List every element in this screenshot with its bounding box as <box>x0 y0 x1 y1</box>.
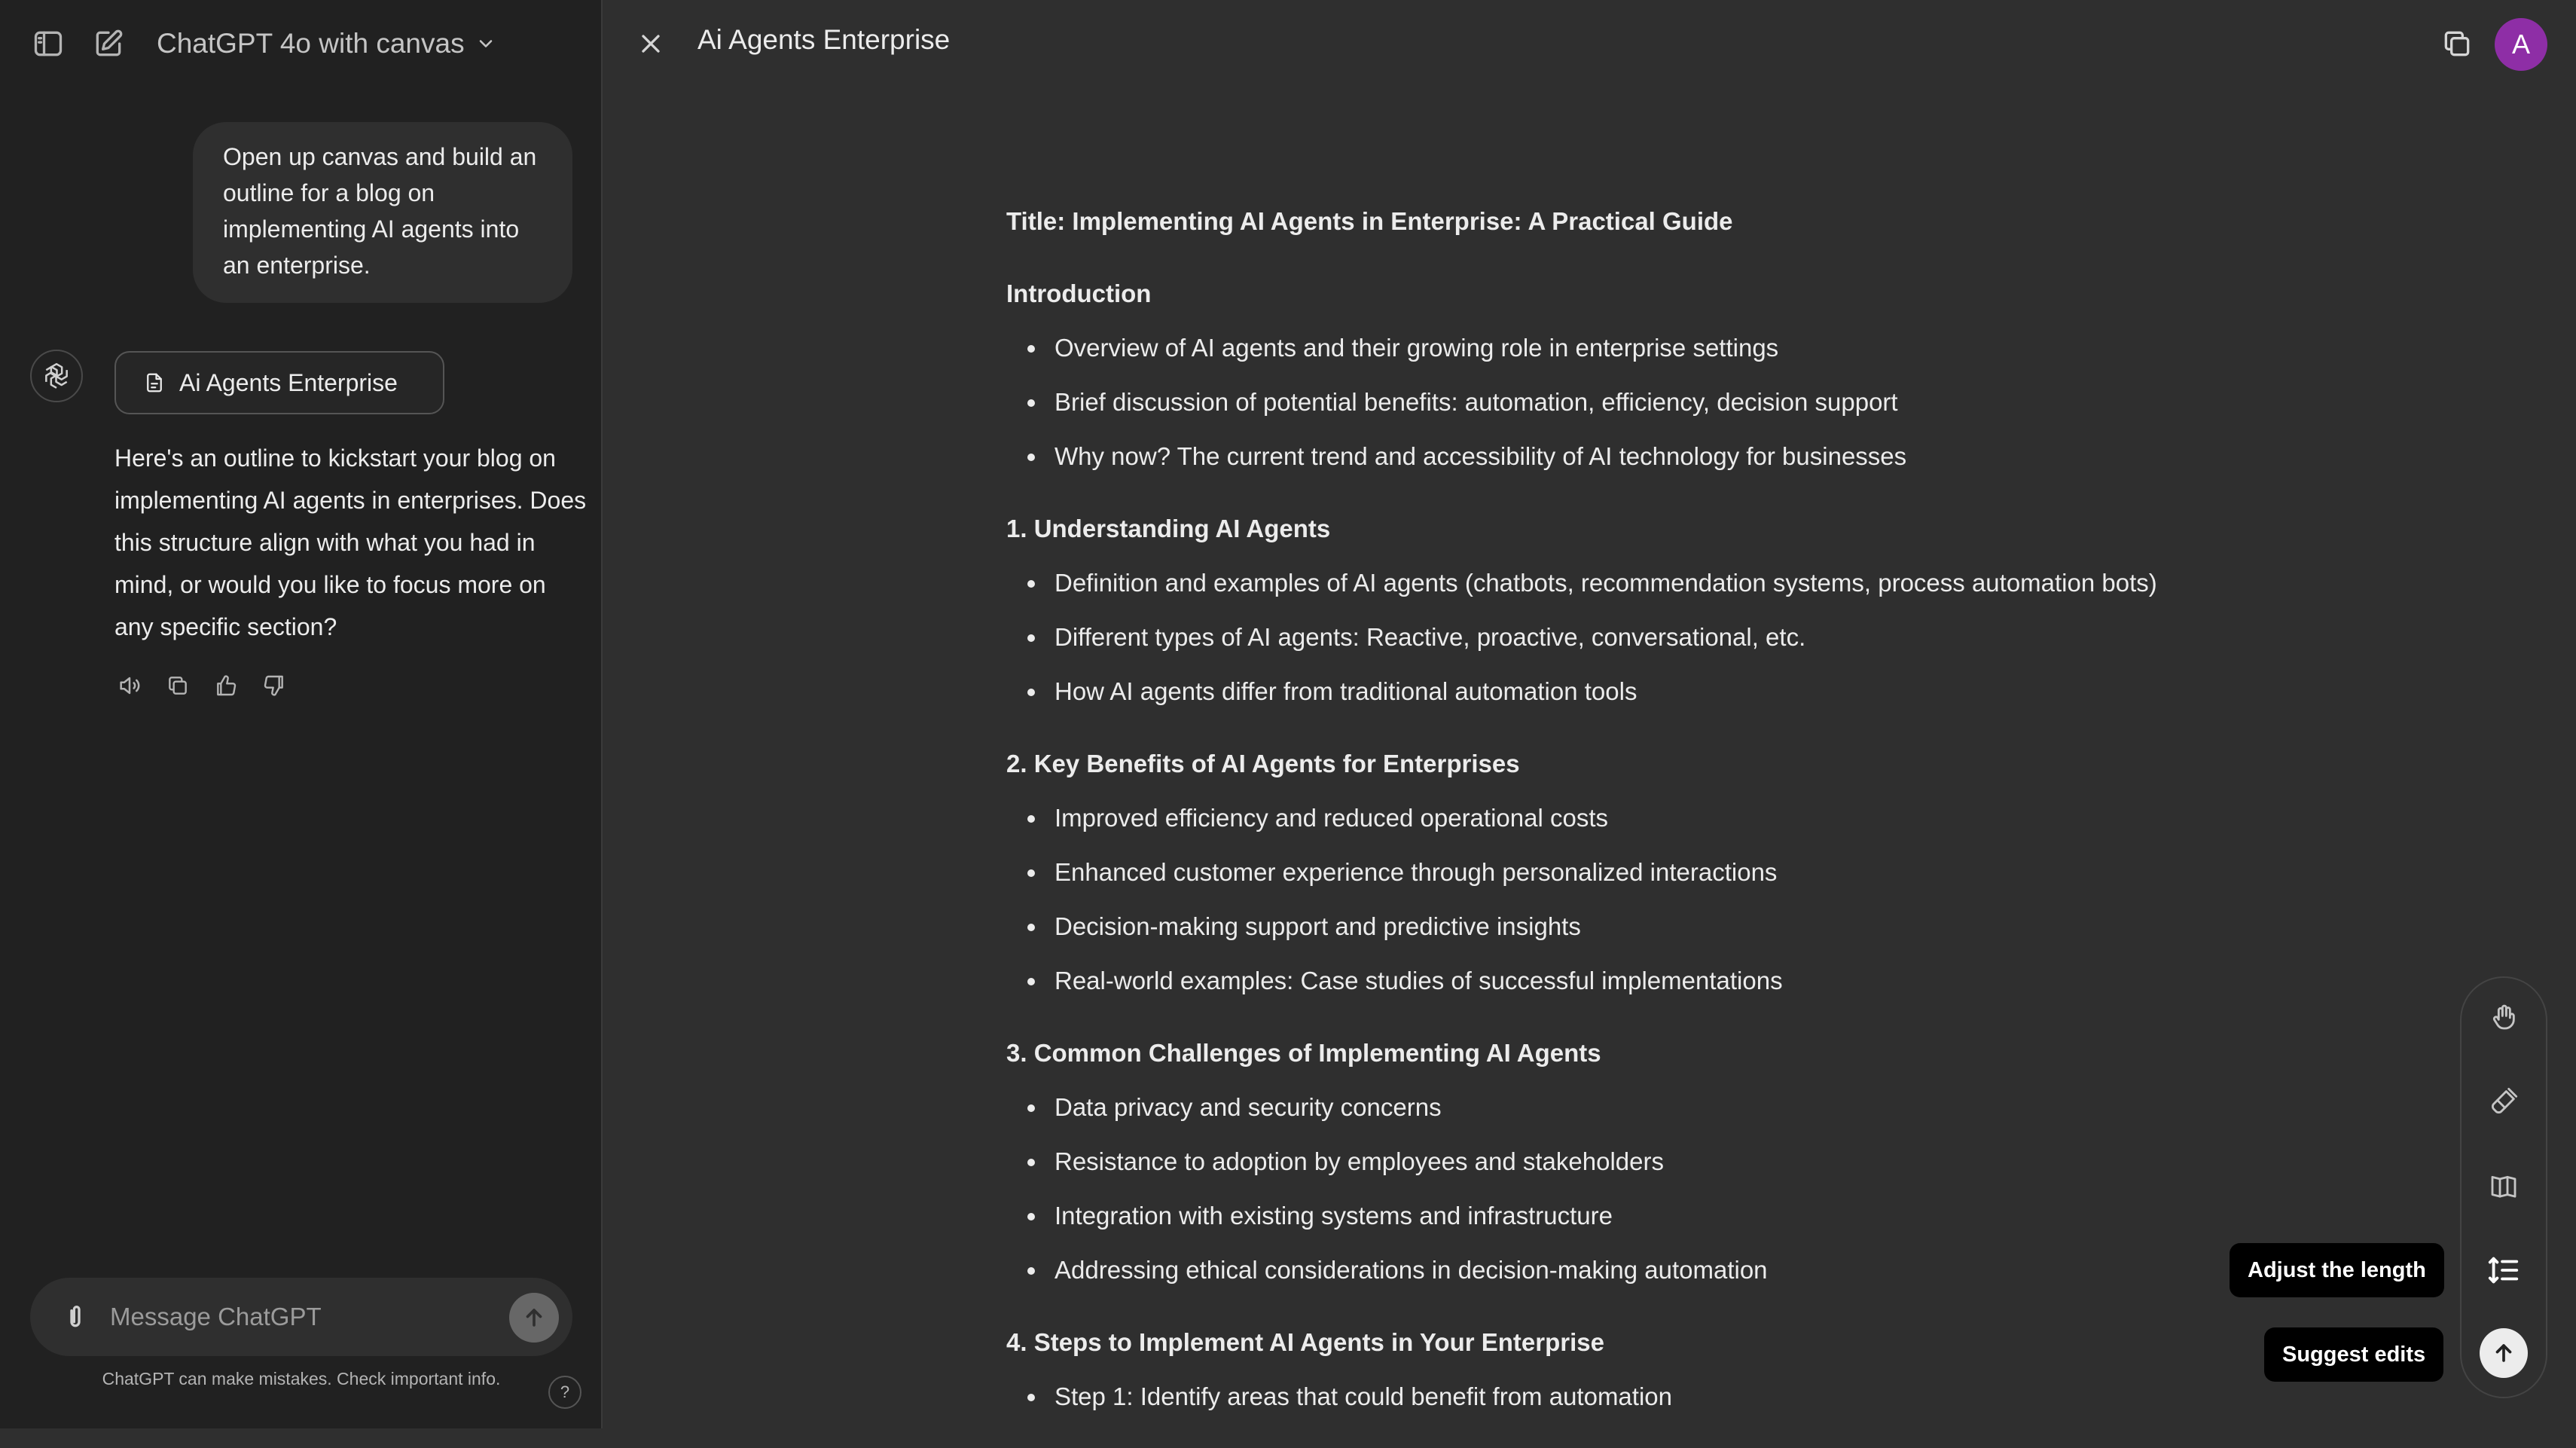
list-item: Different types of AI agents: Reactive, proactive, conversational, etc. <box>1055 616 2287 658</box>
canvas-panel <box>604 0 2576 1428</box>
section-list <box>1006 1376 2287 1418</box>
bad-response-button[interactable] <box>258 669 291 702</box>
adjust-length-tooltip: Adjust the length <box>2230 1243 2444 1297</box>
new-chat-button[interactable] <box>78 14 139 74</box>
chevron-down-icon <box>475 33 496 54</box>
document-icon <box>143 371 166 394</box>
copy-message-button[interactable] <box>161 669 194 702</box>
canvas-shortcuts-toolbar <box>2460 976 2547 1398</box>
close-canvas-button[interactable] <box>621 14 681 74</box>
sidebar-toggle-button[interactable] <box>18 14 78 74</box>
message-input[interactable] <box>108 1293 515 1341</box>
user-message: Open up canvas and build an outline for a blog on implementing AI agents into an enterprise. <box>193 122 572 303</box>
send-arrow-icon <box>521 1305 547 1330</box>
open-canvas-document-button[interactable] <box>114 351 444 414</box>
book-icon <box>2489 1171 2519 1201</box>
disclaimer-text: ChatGPT can make mistakes. Check important info. <box>102 1369 501 1388</box>
list-item: Integration with existing systems and infrastructure <box>1055 1195 2287 1237</box>
list-item: Addressing ethical considerations in decision-making automation <box>1055 1249 2287 1291</box>
attach-button[interactable] <box>56 1297 95 1336</box>
section-heading: 4. Steps to Implement AI Agents in Your Enterprise <box>1006 1328 1604 1356</box>
model-selector[interactable] <box>157 23 496 65</box>
assistant-message: Here's an outline to kickstart your blog on implementing AI agents in enterprises. Does this structure align with what you had in mind, or would you like to focus more on any specific section? <box>114 444 587 640</box>
message-actions <box>113 669 291 702</box>
avatar[interactable]: A <box>2495 18 2547 71</box>
list-item: Enhanced customer experience through personalized interactions <box>1055 851 2287 894</box>
emoji-icon <box>2489 1002 2519 1032</box>
list-item: Decision-making support and predictive insights <box>1055 906 2287 948</box>
adjust-length-button[interactable] <box>2480 1246 2528 1294</box>
canvas-document[interactable] <box>1006 200 2287 1448</box>
list-item: Data privacy and security concerns <box>1055 1086 2287 1129</box>
section-list <box>1006 562 2287 713</box>
read-aloud-button[interactable] <box>113 669 146 702</box>
new-chat-icon <box>92 27 125 60</box>
list-item: Improved efficiency and reduced operational costs <box>1055 797 2287 839</box>
list-item: How AI agents differ from traditional automation tools <box>1055 671 2287 713</box>
thumbs-down-icon <box>262 674 286 698</box>
section-list <box>1006 797 2287 1002</box>
section-list <box>1006 327 2287 478</box>
paperclip-icon <box>60 1302 90 1332</box>
length-icon <box>2486 1253 2521 1288</box>
send-button[interactable] <box>509 1293 559 1343</box>
doc-chip-label: Ai Agents Enterprise <box>179 368 398 396</box>
section-heading: Introduction <box>1006 280 1152 307</box>
model-label: ChatGPT 4o with canvas <box>157 28 465 59</box>
copy-icon <box>2440 27 2474 60</box>
canvas-title: Ai Agents Enterprise <box>697 24 951 55</box>
copy-document-button[interactable] <box>2427 14 2487 74</box>
add-emojis-button[interactable] <box>2480 993 2528 1041</box>
list-item: Real-world examples: Case studies of successful implementations <box>1055 960 2287 1002</box>
list-item: Resistance to adoption by employees and stakeholders <box>1055 1141 2287 1183</box>
section-list <box>1006 1086 2287 1291</box>
good-response-button[interactable] <box>209 669 243 702</box>
chat-header <box>0 0 603 87</box>
message-composer <box>30 1278 572 1356</box>
speaker-icon <box>117 673 142 698</box>
section-heading: 3. Common Challenges of Implementing AI Agents <box>1006 1039 1601 1067</box>
list-item: Definition and examples of AI agents (chatbots, recommendation systems, process automation bots) <box>1055 562 2287 604</box>
list-item: Step 1: Identify areas that could benefit from automation <box>1055 1376 2287 1418</box>
suggest-edits-tooltip: Suggest edits <box>2264 1327 2443 1382</box>
suggest-edits-button[interactable] <box>2480 1329 2528 1377</box>
reading-level-button[interactable] <box>2480 1162 2528 1210</box>
list-item: Overview of AI agents and their growing role in enterprise settings <box>1055 327 2287 369</box>
list-item: Brief discussion of potential benefits: automation, efficiency, decision support <box>1055 381 2287 423</box>
copy-icon <box>166 674 190 698</box>
arrow-up-icon <box>2480 1328 2528 1378</box>
paintbrush-icon <box>2489 1086 2519 1117</box>
help-button[interactable]: ? <box>548 1376 581 1409</box>
close-icon <box>636 29 666 59</box>
document-title: Title: Implementing AI Agents in Enterprise: A Practical Guide <box>1006 207 1733 235</box>
openai-logo-icon <box>30 350 83 402</box>
sidebar-toggle-icon <box>32 27 65 60</box>
section-heading: 1. Understanding AI Agents <box>1006 515 1331 542</box>
list-item: Why now? The current trend and accessibility of AI technology for businesses <box>1055 435 2287 478</box>
section-heading: 2. Key Benefits of AI Agents for Enterprises <box>1006 750 1520 777</box>
thumbs-up-icon <box>214 674 238 698</box>
chat-panel <box>0 0 603 1428</box>
add-final-polish-button[interactable] <box>2480 1077 2528 1126</box>
